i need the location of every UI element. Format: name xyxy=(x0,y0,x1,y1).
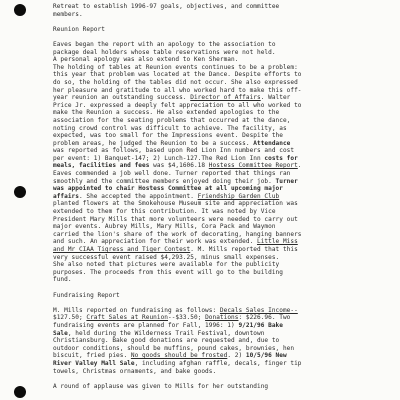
reunion-text: Attendance xyxy=(253,139,291,147)
reunion-text: . xyxy=(297,162,302,170)
reunion-line-11 xyxy=(53,117,393,125)
reunion-line-17 xyxy=(53,162,393,170)
reunion-line-23 xyxy=(53,208,393,216)
reunion-text: and Mr CIAA Tigress and Tiger Contest xyxy=(53,246,191,253)
reunion-report-heading: Reunion Report xyxy=(53,25,105,33)
reunion-text: . She accepted the appointment. xyxy=(78,192,198,200)
reunion-text: carried the lion's share of the work of decorating, hanging banners xyxy=(53,230,302,238)
reunion-text: package deal holders whose table reservations were not held. xyxy=(53,48,276,56)
fundraising-text: Sale xyxy=(53,329,68,337)
reunion-line-4 xyxy=(53,64,393,72)
reunion-text: The holding of tables at Reunion events continues to be a problem: xyxy=(53,63,298,71)
reunion-text: A personal apology was also extend to Ken Sherman. xyxy=(53,56,239,64)
reunion-text: She also noted that pictures were available for the publicity xyxy=(53,261,280,269)
reunion-line-10 xyxy=(53,109,393,117)
reunion-text: Hostess Committee Report xyxy=(208,162,298,170)
fundraising-text: outdoor conditions, should be muffins, pound cakes, brownies, hen xyxy=(53,344,295,352)
reunion-line-13 xyxy=(53,132,393,140)
fundraising-report-body xyxy=(53,307,393,375)
reunion-text: year reunion an outstanding success. xyxy=(53,94,191,102)
fundraising-text: : $226.96. Two xyxy=(238,314,291,322)
fundraising-text: fundraising events are planned for Fall, 1996: 1) xyxy=(53,321,239,329)
fundraising-text: , including afghan raffle, decals, finger tip xyxy=(134,359,302,367)
reunion-line-12 xyxy=(53,125,393,133)
reunion-text: do so, the holding of the tables did not occur. She also expressed xyxy=(53,78,298,86)
reunion-line-7 xyxy=(53,87,393,95)
reunion-line-29 xyxy=(53,254,393,262)
reunion-text: association for the seating problems that occurred at the dance, xyxy=(53,116,291,124)
punch-hole-middle xyxy=(14,186,26,198)
fundraising-text: , held during the Wilderness Trail Festival, downtown xyxy=(67,329,265,337)
reunion-line-28 xyxy=(53,246,393,254)
reunion-text: planted flowers at the Smokehouse Museum site and appreciation was xyxy=(53,200,298,208)
fundraising-text: . 2) xyxy=(227,352,246,360)
reunion-text: Director of Affairs xyxy=(190,94,261,102)
fundraising-line-6 xyxy=(53,345,393,353)
reunion-line-21 xyxy=(53,193,393,201)
reunion-text: Turner xyxy=(275,177,298,185)
reunion-text: her pleasure and gratitude to all who worked hard to make this off- xyxy=(53,86,302,94)
fundraising-text: Craft Sales at Reunion xyxy=(86,314,168,322)
fundraising-line-4 xyxy=(53,330,393,338)
reunion-text: affairs xyxy=(53,192,79,200)
reunion-text: make the Reunion a success. He also extended apologies to the xyxy=(53,109,280,117)
reunion-line-27 xyxy=(53,238,393,246)
reunion-text: very successful event raised $4,293.25, minus small expenses. xyxy=(53,253,280,261)
reunion-line-24 xyxy=(53,216,393,224)
reunion-line-9 xyxy=(53,102,393,110)
reunion-line-30 xyxy=(53,261,393,269)
fundraising-line-9 xyxy=(53,368,393,376)
reunion-text: meals, facilities and fees xyxy=(53,162,150,170)
fundraising-text: 10/5/96 New xyxy=(245,352,287,360)
reunion-line-8 xyxy=(53,94,393,102)
reunion-text: was $4,1606.18 xyxy=(149,162,209,170)
reunion-line-14 xyxy=(53,140,393,148)
reunion-text: major events. Aubrey Mills, Mary Mills, Cora Pack and Waymon xyxy=(53,223,276,231)
reunion-text: and such. An appreciation for their work was extended. xyxy=(53,238,257,246)
reunion-text: Friendship Garden Club xyxy=(197,192,280,200)
fundraising-line-8 xyxy=(53,360,393,368)
reunion-line-31 xyxy=(53,269,393,277)
fundraising-text: M. Mills reported on fundraising as follows: xyxy=(53,306,220,314)
reunion-text: this year that problem was located at the Dance. Despite efforts to xyxy=(53,71,302,79)
reunion-line-1 xyxy=(53,41,393,49)
fundraising-text: biscuit, fried pies. xyxy=(53,352,131,360)
reunion-text: Eaves commended a job well done. Turner reported that things ran xyxy=(53,170,291,178)
fundraising-line-3 xyxy=(53,322,393,330)
reunion-line-18 xyxy=(53,170,393,178)
document-text xyxy=(53,3,393,390)
reunion-line-15 xyxy=(53,147,393,155)
punch-hole-top xyxy=(14,4,26,16)
closing-line: A round of applause was given to Mills for her outstanding xyxy=(53,382,269,390)
reunion-text: per event: 1) Banquet-147; 2) Lunch-127.The Red Lion Inn xyxy=(53,154,265,162)
reunion-text: President Mary Mills that more volunteers were needed to carry out xyxy=(53,215,298,223)
reunion-text: noting crowd control was difficult to achieve. The facility, as xyxy=(53,124,287,132)
fundraising-text: River Valley Mall Sale xyxy=(53,359,135,367)
fundraising-line-1 xyxy=(53,307,393,315)
fundraising-line-5 xyxy=(53,337,393,345)
reunion-line-5 xyxy=(53,71,393,79)
reunion-line-2 xyxy=(53,49,393,57)
fundraising-report-heading: Fundraising Report xyxy=(53,291,120,299)
reunion-text: smoothly and the committee members enjoyed doing their job. xyxy=(53,177,276,185)
reunion-text: expected, was too small for the Impressions event. Despite the xyxy=(53,132,283,140)
reunion-text: Little Miss xyxy=(256,238,298,246)
reunion-text: . M. Mills reported that this xyxy=(190,246,298,253)
reunion-text: . Walter xyxy=(260,94,291,102)
reunion-text: problem areas, he judged the Reunion to be a success. xyxy=(53,139,254,147)
reunion-line-26 xyxy=(53,231,393,239)
reunion-text: extended to them for this contribution. It was noted by Vice xyxy=(53,208,276,216)
reunion-line-32 xyxy=(53,276,393,284)
reunion-line-6 xyxy=(53,79,393,87)
retreat-line-1: Retreat to establish 1996-97 goals, objectives, and committee xyxy=(53,3,280,10)
fundraising-line-7 xyxy=(53,352,393,360)
reunion-text: fund. xyxy=(53,276,72,284)
reunion-text: was appointed to chair Hostess Committee at all upcoming major xyxy=(53,185,283,193)
fundraising-line-2 xyxy=(53,314,393,322)
fundraising-text: Donations xyxy=(205,314,239,322)
retreat-line-2: members. xyxy=(53,10,83,18)
reunion-report-body xyxy=(53,41,393,284)
fundraising-text: Christiansburg. Bake good donations are requested and, due to xyxy=(53,337,280,345)
punch-hole-bottom xyxy=(14,386,26,398)
reunion-text: was reported as follows, based upon Red Lion Inn numbers and cost xyxy=(53,147,295,155)
fundraising-text: No goods should be frosted xyxy=(130,352,228,360)
reunion-text: purposes. The proceeds from this event will go to the building xyxy=(53,268,283,276)
reunion-line-22 xyxy=(53,200,393,208)
fundraising-text: --$33.50; xyxy=(167,314,206,322)
reunion-line-20 xyxy=(53,185,393,193)
fundraising-text: 9/21/96 Bake xyxy=(238,321,283,329)
reunion-text: costs for xyxy=(264,154,298,162)
reunion-line-3 xyxy=(53,56,393,64)
fundraising-text: towels, Christmas ornaments, and bake goods. xyxy=(53,367,217,375)
fundraising-text: $127.50; xyxy=(53,314,87,322)
fundraising-text: Decals Sales Income-- xyxy=(219,306,298,314)
reunion-text: Price Jr. expressed a deeply felt appreciation to all who worked to xyxy=(53,101,302,109)
reunion-text: Eaves began the report with an apology to the association to xyxy=(53,40,276,48)
reunion-line-25 xyxy=(53,223,393,231)
